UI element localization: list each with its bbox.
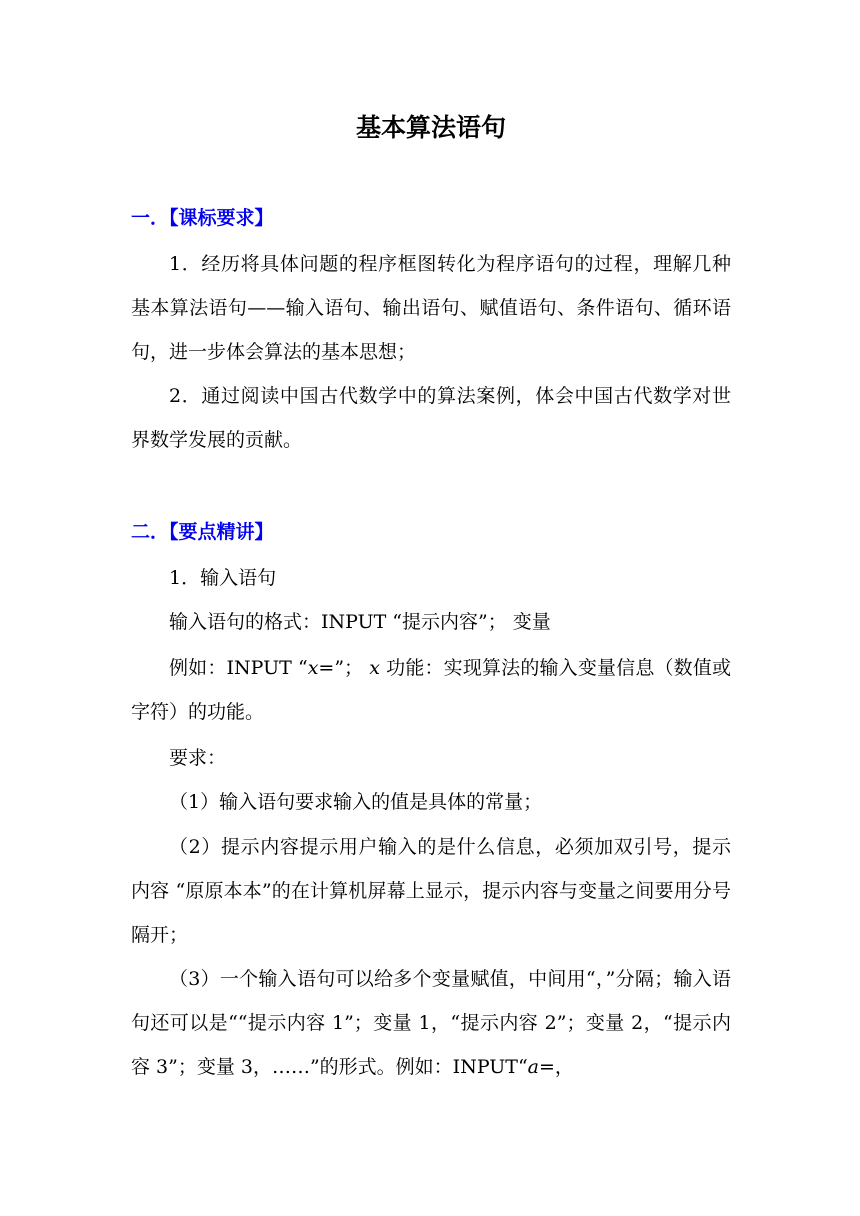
- requirement-3-text: （3）一个输入语句可以给多个变量赋值，中间用“，”分隔；输入语句还可以是““提示内容 1”；变量 1，“提示内容 2”；变量 2，“提示内容 3”；变量 3，……”的形式。例如：INPUT“: [131, 968, 731, 1078]
- section-heading-standards: 一．【课标要求】: [131, 207, 274, 229]
- requirement-3-tail: =，: [539, 1056, 574, 1078]
- section-heading-key-points: 二．【要点精讲】: [131, 521, 274, 543]
- example-prefix: 例如：INPUT “: [169, 657, 308, 679]
- standards-paragraph-2: 2．通过阅读中国古代数学中的算法案例，体会中国古代数学对世界数学发展的贡献。: [131, 385, 731, 451]
- requirement-3: [131, 957, 731, 1089]
- example-description: 功能：实现算法的输入变量信息（数值或字符）的功能。: [131, 657, 731, 723]
- item-title-input-statement: 1．输入语句: [169, 567, 277, 589]
- input-format-line: 输入语句的格式：INPUT “提示内容”； 变量: [169, 611, 551, 633]
- requirement-1: （1）输入语句要求输入的值是具体的常量；: [169, 791, 543, 813]
- example-mid: =”；: [318, 657, 370, 679]
- example-variable-1: x: [307, 657, 319, 679]
- example-variable-2: x: [369, 657, 380, 679]
- requirements-label: 要求：: [169, 747, 227, 769]
- standards-paragraph-1: 1．经历将具体问题的程序框图转化为程序语句的过程，理解几种基本算法语句——输入语句、输出语句、赋值语句、条件语句、循环语句，进一步体会算法的基本思想；: [131, 253, 731, 363]
- requirement-2: （2）提示内容提示用户输入的是什么信息，必须加双引号，提示内容 “原原本本”的在计算机屏幕上显示，提示内容与变量之间要用分号隔开；: [131, 836, 731, 946]
- example-paragraph: [131, 646, 731, 734]
- requirement-3-variable: a: [527, 1056, 539, 1078]
- document-title: 基本算法语句: [355, 113, 506, 142]
